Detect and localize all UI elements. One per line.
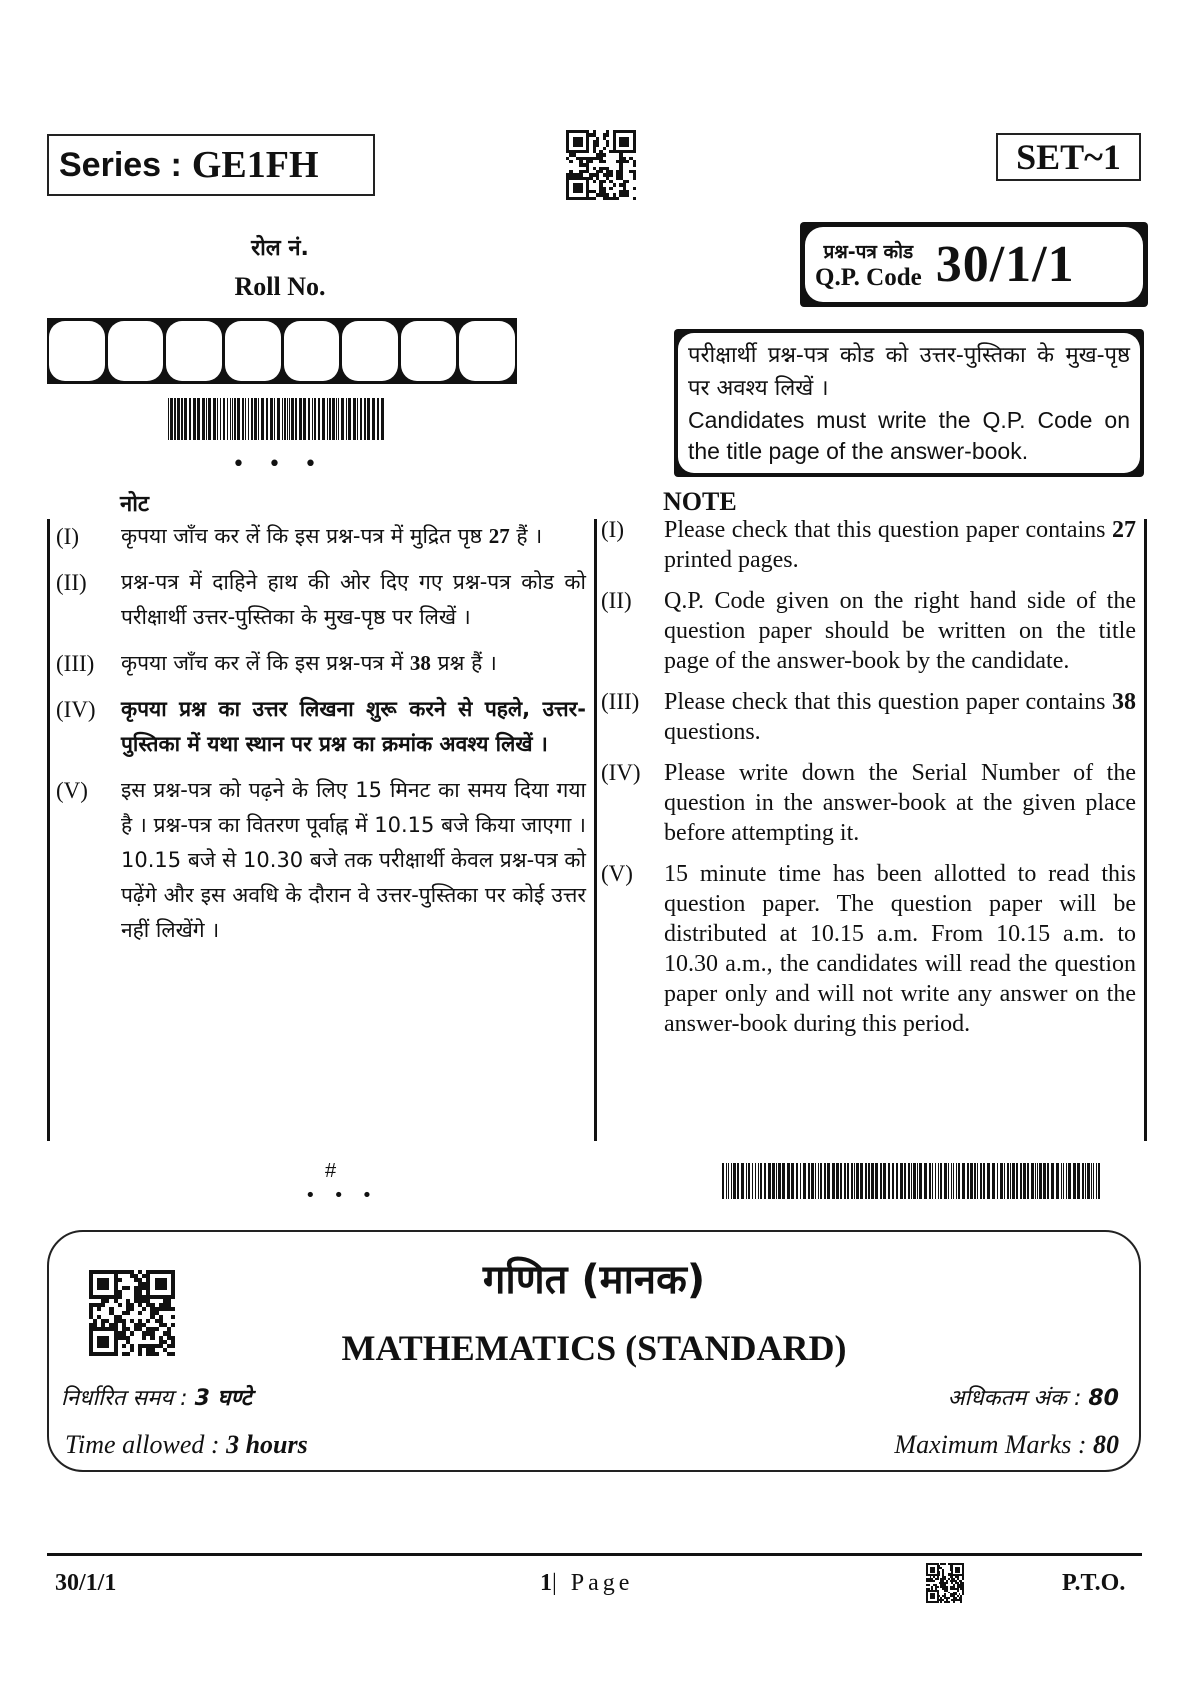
note-item-4-hindi xyxy=(50,692,594,762)
roll-no-label: Roll No. xyxy=(234,272,326,301)
max-marks-hindi: अधिकतम अंक : 80 xyxy=(947,1386,1119,1411)
set-label: SET~1 xyxy=(996,133,1141,181)
note-heading: NOTE xyxy=(663,487,737,516)
note-text: Please write down the Serial Number of the question in the answer-book at the given place before attempting it. xyxy=(664,760,1136,846)
note-item-2-hindi xyxy=(50,565,594,635)
subject-title: MATHEMATICS (STANDARD) xyxy=(341,1328,847,1368)
qp-code-value: 30/1/1 xyxy=(935,236,1075,293)
qp-code-instruction-box xyxy=(674,329,1144,477)
roll-digit-box[interactable] xyxy=(284,321,340,381)
qp-code-box xyxy=(800,222,1148,307)
subject-title-hindi: गणित (मानक) xyxy=(482,1257,706,1303)
roll-digit-box[interactable] xyxy=(459,321,515,381)
notes-english-column xyxy=(595,519,1147,1141)
note-text: कृपया प्रश्न का उत्तर लिखना शुरू करने से पहले, उत्तर-पुस्तिका में यथा स्थान पर प्रश्न का क्रमांक अवश्य लिखें । xyxy=(121,697,586,756)
note-text: इस प्रश्न-पत्र को पढ़ने के लिए 15 मिनट का समय दिया गया है । प्रश्न-पत्र का वितरण पूर्वाह्न में 10.15 बजे किया जाएगा । 10.15 बजे से 10.30 बजे तक परीक्षार्थी केवल प्रश्न-पत्र को पढ़ेंगे और इस अवधि के दौरान वे उत्तर-पुस्तिका पर कोई उत्तर नहीं लिखेंगे । xyxy=(121,778,586,942)
note-page-count: 27 xyxy=(488,524,510,548)
roll-number-boxes xyxy=(47,318,517,384)
note-number: (III) xyxy=(56,651,95,676)
qp-code-label-hindi: प्रश्न-पत्र कोड xyxy=(823,240,914,263)
note-item-1 xyxy=(595,515,1144,575)
note-text: Please check that this question paper contains xyxy=(664,517,1112,543)
note-heading-hindi: नोट xyxy=(120,492,149,517)
note-number: (IV) xyxy=(56,697,96,722)
time-allowed-hindi: निर्धारित समय : 3 घण्टे xyxy=(61,1386,252,1411)
note-text: questions. xyxy=(664,719,761,745)
roll-digit-box[interactable] xyxy=(342,321,398,381)
series-box xyxy=(47,134,375,196)
note-text: printed pages. xyxy=(664,547,799,573)
instruction-hindi: परीक्षार्थी प्रश्न-पत्र कोड को उत्तर-पुस्तिका के मुख-पृष्ठ पर अवश्य लिखें । xyxy=(688,343,1130,401)
note-text: प्रश्न-पत्र में दाहिने हाथ की ओर दिए गए प्रश्न-पत्र कोड को परीक्षार्थी उत्तर-पुस्तिका के मुख-पृष्ठ पर लिखें । xyxy=(121,570,586,629)
note-number: (II) xyxy=(56,570,87,595)
note-question-count: 38 xyxy=(409,651,431,675)
page-number: 1| Page xyxy=(540,1570,634,1596)
note-text: प्रश्न हैं । xyxy=(430,651,497,675)
hash-mark: # xyxy=(325,1160,337,1182)
note-text: 15 minute time has been allotted to read this question paper. The question paper will be distributed at 10.15 a.m. From 10.15 a.m. to 10.30 a.m., the candidates will read the question paper only and will not write any answer on the answer-book during this period. xyxy=(664,861,1136,1037)
time-allowed: Time allowed : 3 hours xyxy=(65,1430,308,1459)
note-number: (V) xyxy=(56,778,88,803)
note-number: (I) xyxy=(601,517,624,542)
note-item-5 xyxy=(595,859,1144,1039)
note-text: Q.P. Code given on the right hand side of the question paper should be written on the title page of the answer-book by the candidate. xyxy=(664,588,1136,674)
note-text: कृपया जाँच कर लें कि इस प्रश्न-पत्र में मुद्रित पृष्ठ xyxy=(121,524,489,548)
qr-code-icon xyxy=(566,130,636,200)
note-item-5-hindi xyxy=(50,773,594,948)
roll-digit-box[interactable] xyxy=(49,321,105,381)
instruction-english: Candidates must write the Q.P. Code on the title page of the answer-book. xyxy=(688,407,1130,464)
note-question-count: 38 xyxy=(1112,689,1136,715)
qr-code-icon xyxy=(926,1563,964,1603)
barcode-icon xyxy=(722,1163,1104,1199)
barcode-icon xyxy=(168,398,386,440)
dots-separator: • • • xyxy=(305,1185,379,1206)
note-number: (III) xyxy=(601,689,640,714)
note-number: (II) xyxy=(601,588,632,613)
roll-digit-box[interactable] xyxy=(166,321,222,381)
note-text: हैं । xyxy=(509,524,543,548)
note-item-1-hindi xyxy=(50,519,594,554)
note-item-3-hindi xyxy=(50,646,594,681)
note-number: (IV) xyxy=(601,760,641,785)
notes-hindi-column xyxy=(47,519,597,1141)
series-code: GE1FH xyxy=(191,144,319,186)
footer-divider xyxy=(47,1553,1142,1556)
note-item-3 xyxy=(595,687,1144,747)
dots-separator: • • • xyxy=(232,452,325,477)
note-item-2 xyxy=(595,586,1144,676)
footer-code: 30/1/1 xyxy=(55,1570,117,1596)
series-label: Series : xyxy=(59,145,182,184)
max-marks: Maximum Marks : 80 xyxy=(894,1430,1119,1459)
note-text: Please check that this question paper contains xyxy=(664,689,1112,715)
note-number: (I) xyxy=(56,524,79,549)
subject-box xyxy=(47,1230,1141,1472)
note-item-4 xyxy=(595,758,1144,848)
note-text: कृपया जाँच कर लें कि इस प्रश्न-पत्र में xyxy=(121,651,410,675)
roll-no-label-hindi: रोल नं. xyxy=(251,236,309,261)
roll-digit-box[interactable] xyxy=(401,321,457,381)
roll-digit-box[interactable] xyxy=(225,321,281,381)
qp-code-label: Q.P. Code xyxy=(815,263,922,291)
roll-digit-box[interactable] xyxy=(108,321,164,381)
note-page-count: 27 xyxy=(1112,517,1136,543)
pto-label: P.T.O. xyxy=(1062,1570,1126,1596)
note-number: (V) xyxy=(601,861,633,886)
